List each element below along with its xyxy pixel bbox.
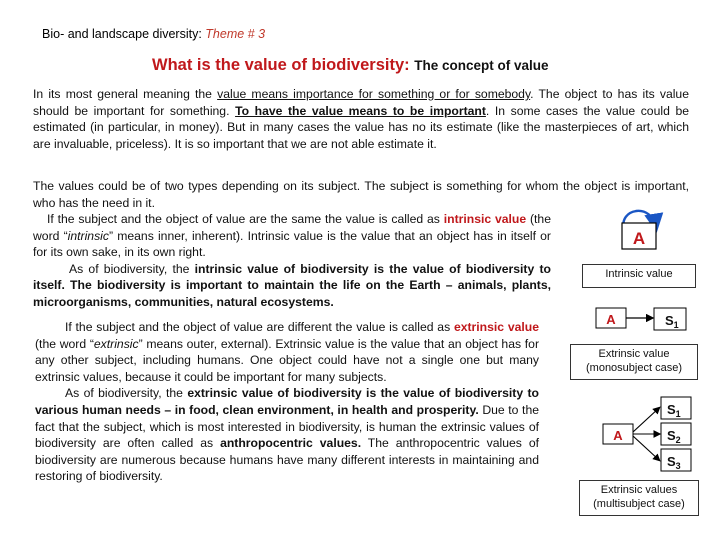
mono-node: A — [606, 312, 616, 327]
mono-subject-index: 1 — [673, 320, 679, 330]
p3-text-3: ” means inner, inherent). Intrinsic value is the value that an object has in itself or for its own sake, in its own right. — [33, 228, 551, 260]
multi-subject-2-letter: S — [667, 428, 676, 443]
multi-label-line2: (multisubject case) — [593, 498, 685, 510]
p4-text-5: Due to the fact that the subject, which is most interested in biodiversity, is human the extrinsic values of biodiversity are often called as — [35, 402, 539, 451]
p1-underlined-2: To have the value means to be important — [235, 103, 486, 118]
multi-subject-2-index: 2 — [675, 435, 681, 445]
header-prefix: Bio- and landscape diversity: — [42, 27, 206, 41]
multi-subject-1-index: 1 — [675, 409, 681, 419]
mono-subject-letter: S — [665, 313, 674, 328]
paragraph-value-types: The values could be of two types depending on its subject. The subject is something for whom the object is important, who has the need in it. — [33, 179, 689, 210]
p4-word: extrinsic — [93, 336, 139, 351]
multi-subject-3-letter: S — [667, 454, 676, 469]
intrinsic-term: intrinsic value — [443, 212, 527, 226]
lecture-header — [42, 27, 265, 41]
intrinsic-label: Intrinsic value — [582, 264, 696, 288]
page-title — [152, 56, 549, 75]
mono-label-line1: Extrinsic value — [598, 348, 670, 360]
p1-text-3: . In some cases the value could be estimated (in particular, in money). But in many cases the value has no its estimate (like the masterpieces of art, which are invaluable, priceless). It is so important that we are not able estimate it. — [33, 103, 689, 151]
multi-arrow-3 — [633, 436, 659, 460]
p3-word: intrinsic — [67, 228, 109, 243]
paragraph-value-meaning — [33, 86, 689, 152]
mono-label-line2: (monosubject case) — [586, 362, 682, 374]
p4-bold-2: anthropocentric values. — [220, 436, 362, 451]
p4-text-3: ” means outer, external). Extrinsic value is the value that an object has for any other subject, including humans. One object could have not a single one but many extrinsic values, because it could be important for many subjects. — [35, 336, 540, 384]
multi-subject-1-letter: S — [667, 402, 676, 417]
title-main: What is the value of biodiversity: — [152, 56, 415, 74]
multi-arrow-1 — [633, 408, 659, 432]
p3-text-2: (the word “ — [33, 212, 551, 243]
paragraph-intrinsic — [33, 211, 551, 311]
p4-text-2: (the word “ — [35, 336, 94, 351]
p1-underlined-1: value means importance for something or for somebody — [217, 87, 531, 101]
extrinsic-term: extrinsic value — [453, 320, 539, 334]
intrinsic-node: A — [632, 229, 646, 248]
p1-text-2: . The object to has its value should be important for something. — [33, 87, 689, 118]
title-sub: The concept of value — [414, 58, 549, 73]
extrinsic-mono-diagram — [590, 304, 690, 334]
multi-subject-3-index: 3 — [675, 461, 681, 471]
multi-label-line1: Extrinsic values — [600, 484, 678, 496]
p4-text-1: If the subject and the object of value are different the value is called as — [65, 320, 454, 334]
extrinsic-multi-diagram — [595, 392, 695, 474]
intrinsic-diagram — [600, 200, 680, 260]
p3-bold: intrinsic value of biodiversity is the value of biodiversity to itself. The biodiversity is important to maintain the life on the Earth – animals, plants, microorganisms, communities, natural ecosystems. — [33, 261, 551, 309]
extrinsic-mono-label — [570, 344, 698, 380]
paragraph-extrinsic — [35, 319, 539, 485]
p3-text-1: If the subject and the object of value are the same the value is called as — [47, 212, 444, 226]
p4-text-6: The anthropocentric values of biodiversity are numerous because humans have many different interests in maintaining and restoring of biodiversity. — [35, 436, 539, 484]
p3-text-4: As of biodiversity, the — [69, 261, 195, 276]
p4-text-4: As of biodiversity, the — [65, 386, 188, 401]
theme-label: Theme # 3 — [205, 27, 266, 41]
p4-bold-1: extrinsic value of biodiversity is the value of biodiversity to various human needs – in food, clean environment, in health and prosperity. — [35, 386, 539, 417]
multi-node: A — [613, 428, 623, 443]
p1-text-1: In its most general meaning the — [33, 87, 218, 101]
extrinsic-multi-label — [579, 480, 699, 516]
